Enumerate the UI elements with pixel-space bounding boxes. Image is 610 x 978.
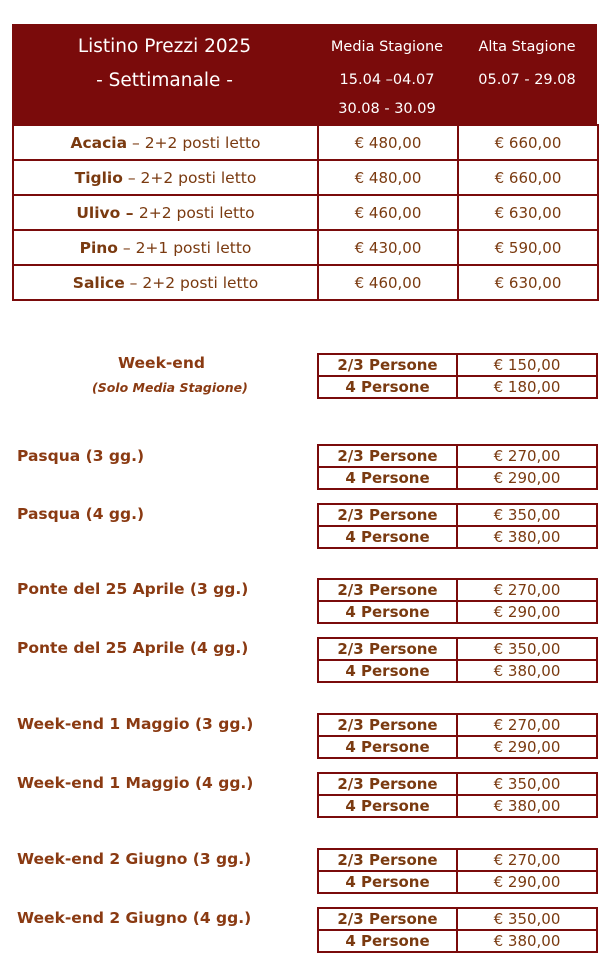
package-price-table xyxy=(317,907,598,953)
package-price-table xyxy=(317,444,598,490)
package-price: € 270,00 xyxy=(457,714,597,736)
accommodation-beds: 2+2 posti letto xyxy=(144,133,261,152)
persons-label: 4 Persone xyxy=(318,526,457,548)
package-price: € 380,00 xyxy=(457,660,597,682)
package-price: € 290,00 xyxy=(457,871,597,893)
accommodation-name: Pino xyxy=(79,238,118,257)
persons-label: 4 Persone xyxy=(318,601,457,623)
persons-label: 4 Persone xyxy=(318,736,457,758)
package-title-pasqua-4: Pasqua (4 gg.) xyxy=(17,505,145,523)
table-row xyxy=(318,736,597,758)
media-price: € 460,00 xyxy=(318,265,458,300)
table-row xyxy=(318,467,597,489)
weekly-price-table xyxy=(12,124,599,301)
table-row xyxy=(318,445,597,467)
table-row xyxy=(13,125,598,160)
media-price: € 480,00 xyxy=(318,125,458,160)
accommodation-beds: 2+2 posti letto xyxy=(138,203,255,222)
accommodation-name: Ulivo xyxy=(76,203,121,222)
alta-price: € 630,00 xyxy=(458,195,598,230)
name-separator: – xyxy=(117,238,136,257)
package-price-table xyxy=(317,848,598,894)
media-stagione-heading: Media Stagione xyxy=(330,39,444,55)
package-price-table xyxy=(317,578,598,624)
package-price: € 380,00 xyxy=(457,526,597,548)
weekend-note: (Solo Media Stagione) xyxy=(92,380,248,395)
persons-label: 2/3 Persone xyxy=(318,504,457,526)
package-price-table xyxy=(317,713,598,759)
name-separator: – xyxy=(122,168,141,187)
alta-stagione-range: 05.07 - 29.08 xyxy=(478,72,576,88)
table-row xyxy=(13,230,598,265)
package-price-table xyxy=(317,772,598,818)
price-list-header xyxy=(12,24,597,124)
package-price: € 350,00 xyxy=(457,773,597,795)
accommodation-cell xyxy=(13,265,318,300)
accommodation-beds: 2+2 posti letto xyxy=(140,168,257,187)
table-row xyxy=(318,504,597,526)
persons-label: 2/3 Persone xyxy=(318,579,457,601)
package-price-table xyxy=(317,503,598,549)
accommodation-beds: 2+1 posti letto xyxy=(135,238,252,257)
alta-price: € 660,00 xyxy=(458,160,598,195)
persons-label: 4 Persone xyxy=(318,660,457,682)
table-row xyxy=(318,638,597,660)
table-row xyxy=(318,849,597,871)
persons-label: 2/3 Persone xyxy=(318,773,457,795)
table-row xyxy=(318,908,597,930)
name-separator: – xyxy=(127,133,145,152)
price-list-subtitle: - Settimanale - xyxy=(96,70,233,91)
package-price: € 290,00 xyxy=(457,736,597,758)
package-title-giugno-4: Week-end 2 Giugno (4 gg.) xyxy=(17,909,252,927)
table-row xyxy=(318,376,597,398)
alta-stagione-heading: Alta Stagione xyxy=(478,39,576,55)
alta-price: € 590,00 xyxy=(458,230,598,265)
package-price: € 350,00 xyxy=(457,504,597,526)
accommodation-cell xyxy=(13,160,318,195)
weekend-price-table xyxy=(317,353,598,399)
persons-label: 4 Persone xyxy=(318,871,457,893)
accommodation-name: Tiglio xyxy=(74,168,123,187)
package-price: € 180,00 xyxy=(457,376,597,398)
persons-label: 4 Persone xyxy=(318,376,457,398)
package-price: € 270,00 xyxy=(457,579,597,601)
accommodation-beds: 2+2 posti letto xyxy=(142,273,259,292)
table-row xyxy=(318,579,597,601)
package-price: € 350,00 xyxy=(457,638,597,660)
package-title-pasqua-3: Pasqua (3 gg.) xyxy=(17,447,145,465)
persons-label: 4 Persone xyxy=(318,467,457,489)
accommodation-cell xyxy=(13,230,318,265)
package-price: € 270,00 xyxy=(457,445,597,467)
persons-label: 2/3 Persone xyxy=(318,849,457,871)
table-row xyxy=(318,795,597,817)
table-row xyxy=(318,871,597,893)
persons-label: 2/3 Persone xyxy=(318,354,457,376)
persons-label: 2/3 Persone xyxy=(318,714,457,736)
package-title-aprile-4: Ponte del 25 Aprile (4 gg.) xyxy=(17,639,249,657)
package-price: € 290,00 xyxy=(457,601,597,623)
accommodation-name: Salice xyxy=(72,273,125,292)
media-price: € 480,00 xyxy=(318,160,458,195)
package-title-maggio-3: Week-end 1 Maggio (3 gg.) xyxy=(17,715,254,733)
package-title-aprile-3: Ponte del 25 Aprile (3 gg.) xyxy=(17,580,249,598)
package-price: € 270,00 xyxy=(457,849,597,871)
persons-label: 4 Persone xyxy=(318,930,457,952)
package-price: € 350,00 xyxy=(457,908,597,930)
persons-label: 2/3 Persone xyxy=(318,445,457,467)
persons-label: 2/3 Persone xyxy=(318,638,457,660)
table-row xyxy=(318,714,597,736)
package-price: € 290,00 xyxy=(457,467,597,489)
name-separator: – xyxy=(124,273,143,292)
alta-price: € 660,00 xyxy=(458,125,598,160)
table-row xyxy=(13,160,598,195)
media-price: € 430,00 xyxy=(318,230,458,265)
table-row xyxy=(13,265,598,300)
alta-price: € 630,00 xyxy=(458,265,598,300)
accommodation-name: Acacia xyxy=(70,133,128,152)
table-row xyxy=(318,660,597,682)
package-title-giugno-3: Week-end 2 Giugno (3 gg.) xyxy=(17,850,252,868)
table-row xyxy=(318,601,597,623)
package-price: € 380,00 xyxy=(457,795,597,817)
accommodation-cell xyxy=(13,125,318,160)
media-price: € 460,00 xyxy=(318,195,458,230)
weekend-title: Week-end xyxy=(118,354,205,372)
package-price-table xyxy=(317,637,598,683)
table-row xyxy=(318,773,597,795)
persons-label: 4 Persone xyxy=(318,795,457,817)
persons-label: 2/3 Persone xyxy=(318,908,457,930)
table-row xyxy=(318,354,597,376)
price-list-title: Listino Prezzi 2025 xyxy=(77,36,252,57)
table-row xyxy=(318,526,597,548)
name-separator: – xyxy=(120,203,139,222)
package-price: € 380,00 xyxy=(457,930,597,952)
media-stagione-range-1: 15.04 –04.07 xyxy=(339,72,435,88)
package-price: € 150,00 xyxy=(457,354,597,376)
table-row xyxy=(318,930,597,952)
package-title-maggio-4: Week-end 1 Maggio (4 gg.) xyxy=(17,774,254,792)
table-row xyxy=(13,195,598,230)
media-stagione-range-2: 30.08 - 30.09 xyxy=(338,101,436,117)
accommodation-cell xyxy=(13,195,318,230)
